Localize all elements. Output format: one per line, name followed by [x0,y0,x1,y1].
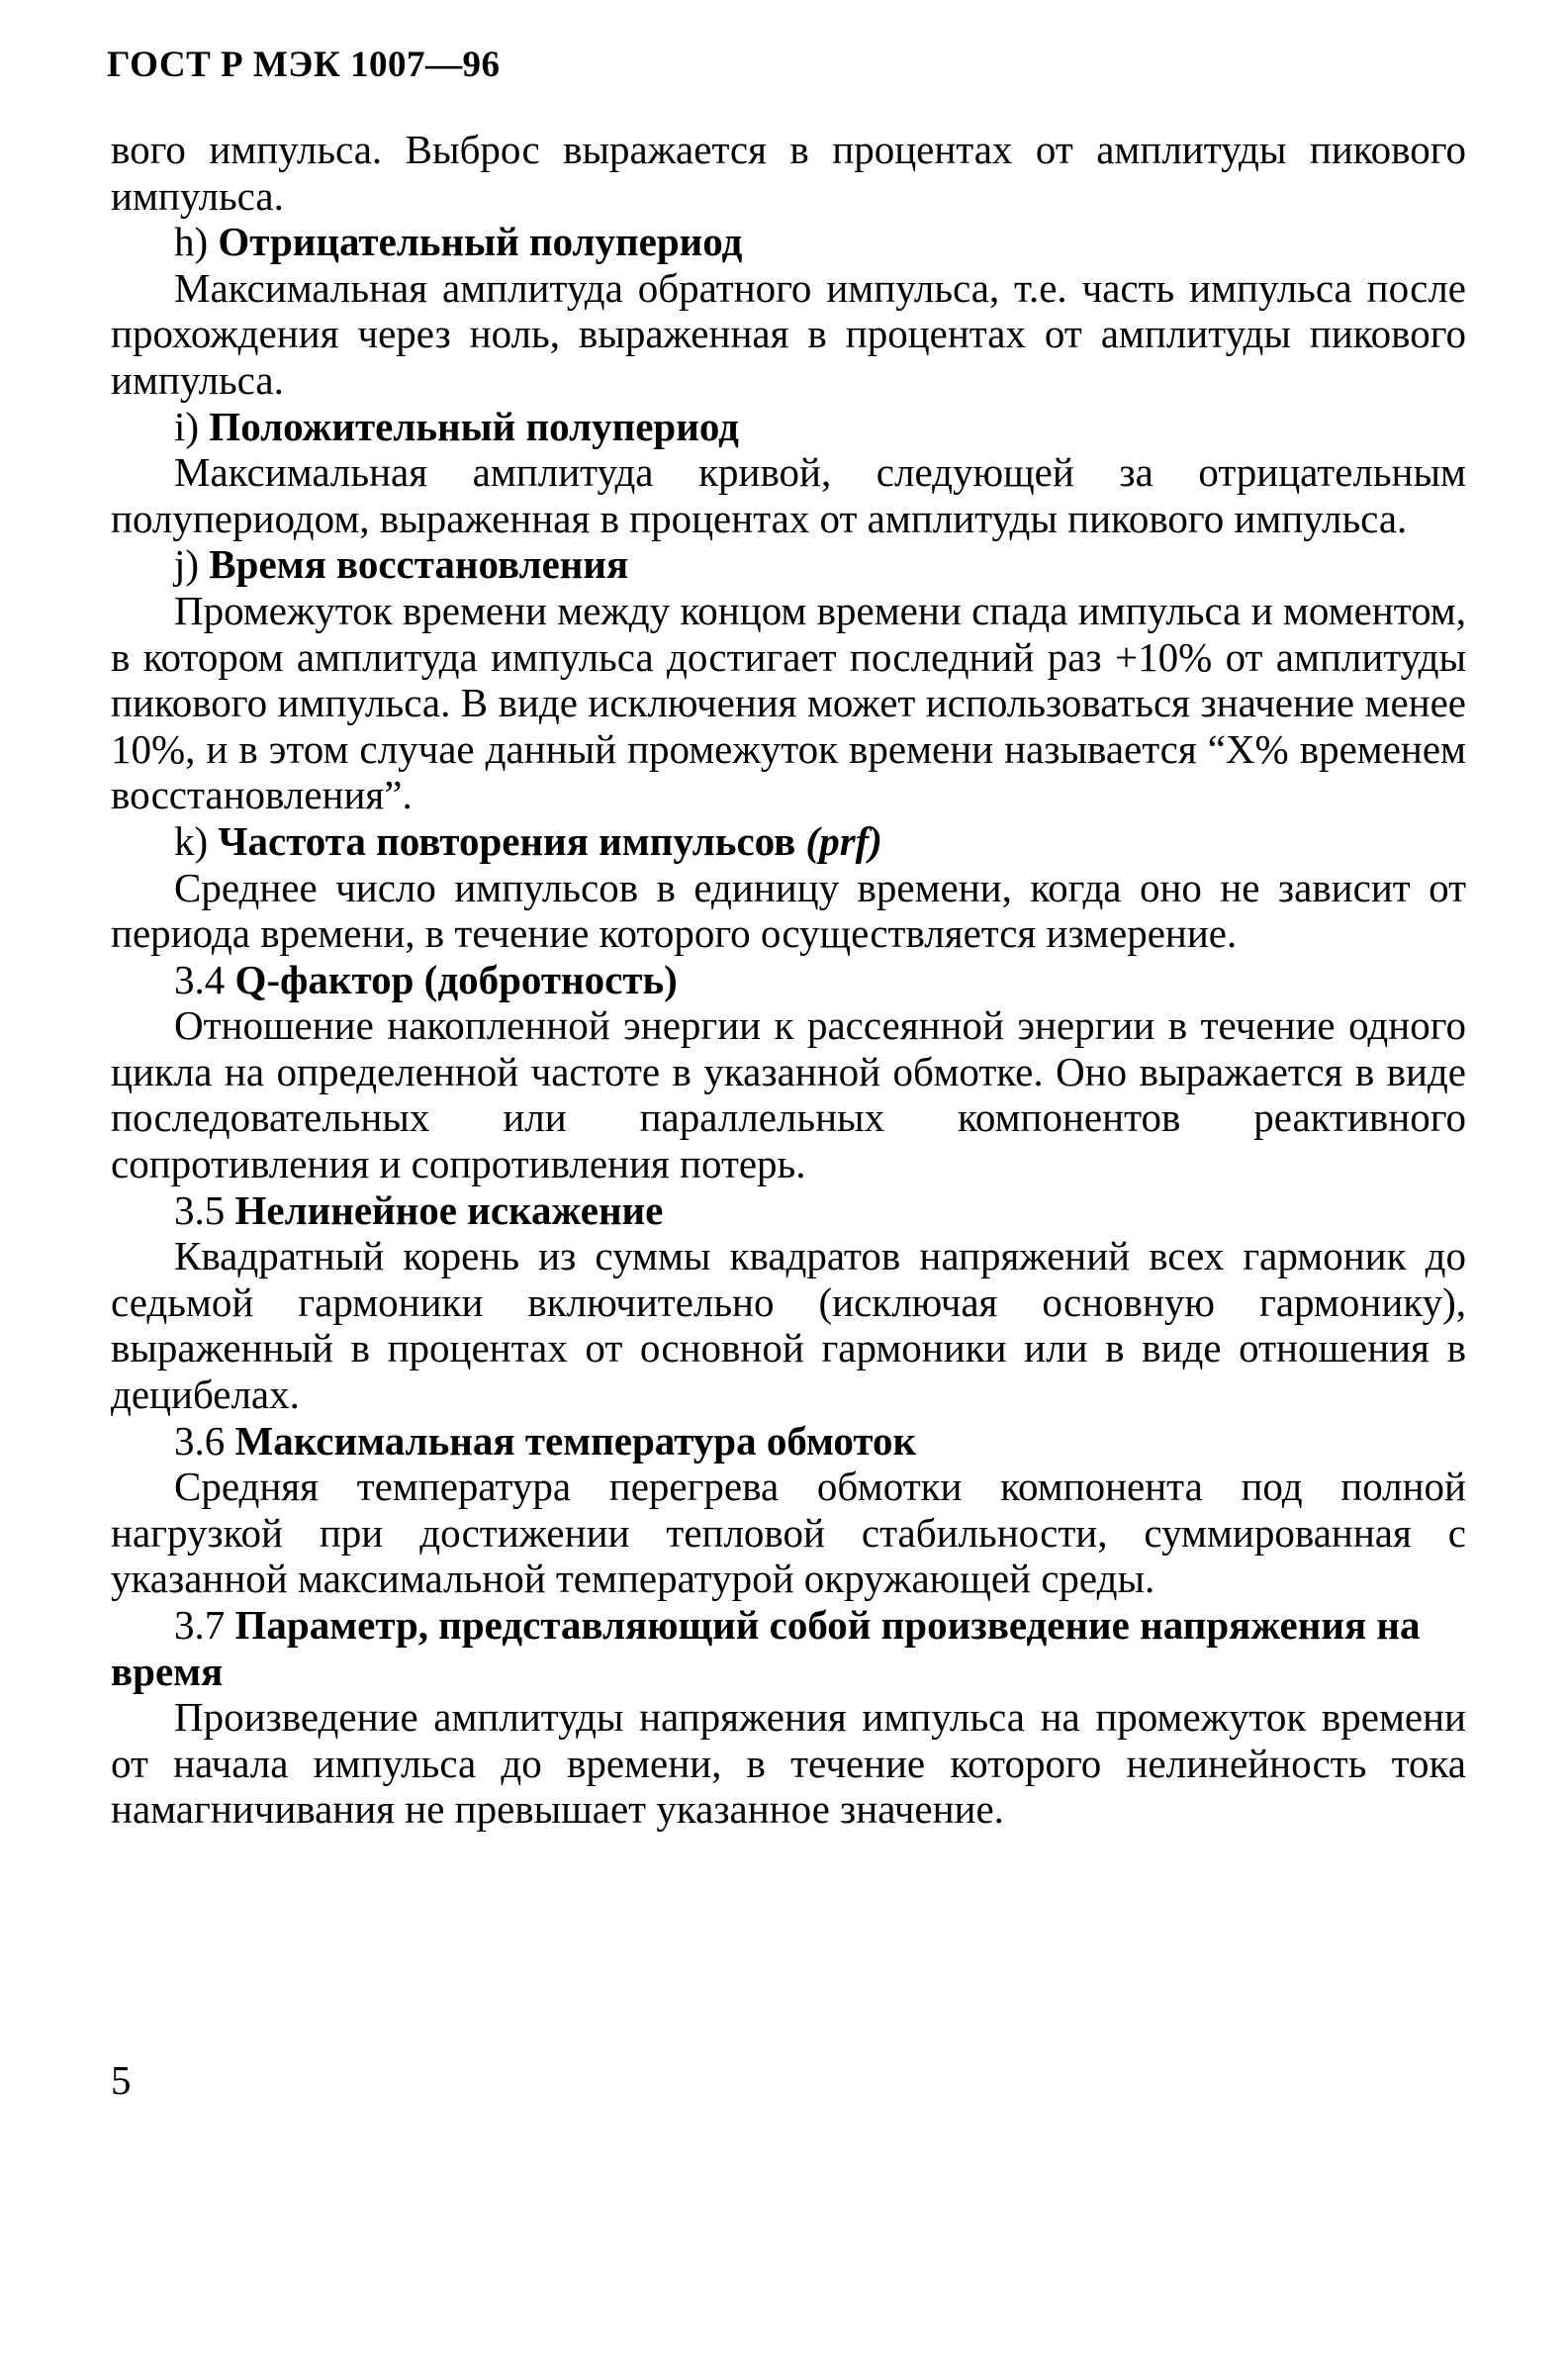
intro-paragraph: вого импульса. Выброс выражается в процентах от амплитуды пикового импульса. [111,127,1466,219]
section-definition-3-7: Произведение амплитуды напряжения импульса на промежуток времени от начала импульса до времени, в течение которого нелинейность тока намагничивания не превышает указанное значение. [111,1694,1466,1833]
page-number: 5 [111,2057,132,2103]
term-heading-i [111,404,1466,450]
term-definition-j: Промежуток времени между концом времени спада импульса и моментом, в котором амплитуда импульса достигает последний раз +10% от амплитуды пикового импульса. В виде исключения может использоваться значение менее 10%, и в этом случае данный промежуток времени называется “X% временем восстановления”. [111,587,1466,818]
term-number: h) [174,219,209,265]
term-heading-h [111,219,1466,265]
term-number: i) [174,403,200,449]
section-title: Q-фактор (добротность) [234,956,678,1002]
section-title: Нелинейное искажение [234,1186,664,1233]
term-title-text: Частота повторения импульсов [218,817,796,864]
section-heading-3-6 [111,1418,1466,1465]
document-body [111,127,1466,1833]
term-title-abbreviation: (prf) [805,817,882,864]
term-title [218,818,882,864]
term-heading-j [111,541,1466,588]
term-definition-i: Максимальная амплитуда кривой, следующей за отрицательным полупериодом, выраженная в процентах от амплитуды пикового импульса. [111,449,1466,541]
term-title: Время восстановления [209,541,629,588]
section-title: Параметр, представляющий собой произведение напряжения на время [111,1602,1421,1694]
section-number: 3.5 [174,1186,226,1233]
section-number: 3.6 [174,1417,226,1464]
term-heading-k [111,818,1466,865]
section-definition-3-4: Отношение накопленной энергии к рассеянной энергии в течение одного цикла на определенной частоте в указанной обмотке. Оно выражается в виде последовательных или параллельных компонентов реактивного сопротивления и сопротивления потерь. [111,1002,1466,1187]
section-title: Максимальная температура обмоток [234,1417,917,1464]
term-number: k) [174,817,209,864]
document-header: ГОСТ Р МЭК 1007—96 [107,45,501,85]
term-title: Положительный полупериод [209,403,739,449]
section-number: 3.7 [174,1602,226,1648]
term-definition-h: Максимальная амплитуда обратного импульса, т.е. часть импульса после прохождения через ноль, выраженная в процентах от амплитуды пикового импульса. [111,264,1466,403]
section-heading-3-7 [111,1602,1466,1694]
section-number: 3.4 [174,956,226,1002]
term-definition-k: Среднее число импульсов в единицу времени, когда оно не зависит от периода времени, в течение которого осуществляется измерение. [111,864,1466,957]
section-definition-3-6: Средняя температура перегрева обмотки компонента под полной нагрузкой при достижении тепловой стабильности, суммированная с указанной максимальной температурой окружающей среды. [111,1464,1466,1602]
section-heading-3-5 [111,1187,1466,1234]
term-title: Отрицательный полупериод [218,219,743,265]
section-heading-3-4 [111,957,1466,1003]
term-number: j) [174,541,200,588]
section-definition-3-5: Квадратный корень из суммы квадратов напряжений всех гармоник до седьмой гармоники включительно (исключая основную гармонику), выраженный в процентах от основной гармоники или в виде отношения в децибелах. [111,1233,1466,1418]
